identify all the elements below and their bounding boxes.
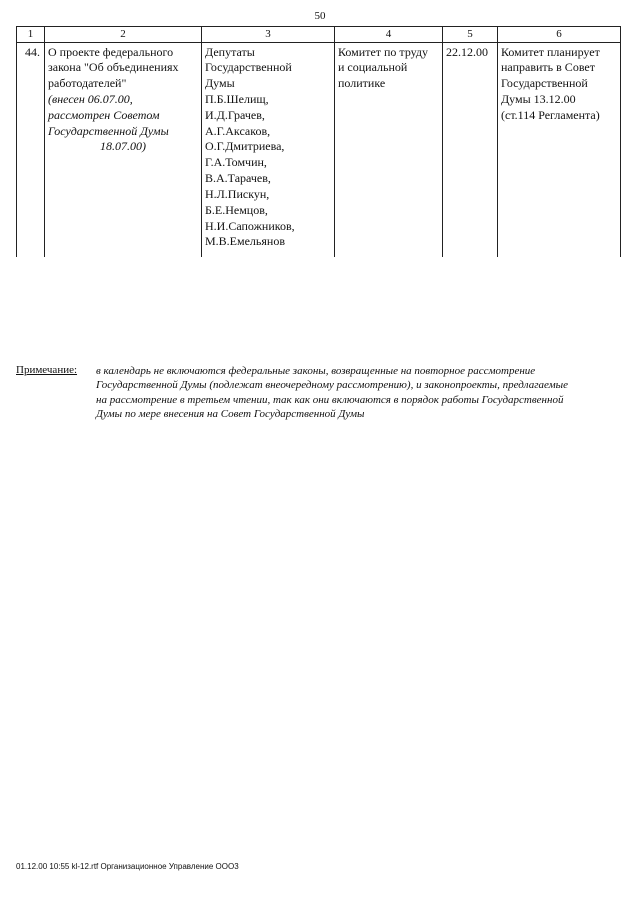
author-line: Н.Л.Пискун, (205, 186, 270, 201)
note-line: на рассмотрение в третьем чтении, так как они включаются в порядок работы Государственной (96, 393, 564, 406)
column-header-4: 4 (335, 27, 443, 43)
author-line: О.Г.Дмитриева, (205, 139, 285, 154)
row-number: 44. (17, 42, 45, 257)
decision-line: направить в Совет (501, 60, 595, 75)
bill-note-line: рассмотрен Советом (48, 107, 160, 122)
decision-line: Думы 13.12.00 (501, 92, 576, 106)
authors-cell (202, 42, 335, 257)
column-header-2: 2 (45, 27, 202, 43)
bill-title-line: закона "Об объединениях (48, 60, 179, 75)
author-line: В.А.Тарачев, (205, 171, 271, 186)
bill-title-cell (45, 42, 202, 257)
author-line: П.Б.Шелищ, (205, 92, 269, 106)
committee-line: и социальной (338, 60, 408, 75)
column-header-3: 3 (202, 27, 335, 43)
column-header-6: 6 (498, 27, 621, 43)
bill-title-line: работодателей" (48, 76, 127, 91)
decision-cell (498, 42, 621, 257)
decision-line: Комитет планирует (501, 44, 600, 59)
column-header-1: 1 (17, 27, 45, 43)
footer-text: 01.12.00 10:55 kl-12.rtf Организационное Управление ООО3 (16, 862, 239, 871)
author-line: А.Г.Аксаков, (205, 123, 271, 138)
calendar-table (16, 26, 621, 257)
note-line: в календарь не включаются федеральные законы, возвращенные на повторное рассмотрение (96, 365, 536, 377)
decision-line: Государственной (501, 76, 588, 91)
author-line: Н.И.Сапожников, (205, 218, 295, 233)
note-text (96, 364, 620, 421)
author-line: Думы (205, 76, 235, 91)
committee-line: Комитет по труду (338, 44, 429, 59)
author-line: Б.Е.Немцов, (205, 202, 268, 217)
bill-note-line: Государственной Думы (48, 123, 169, 138)
author-line: Г.А.Томчин, (205, 155, 267, 170)
committee-line: политике (338, 76, 386, 91)
note-line: Государственной Думы (подлежат внеочередному рассмотрению), и законопроекты, предлагаемые (96, 379, 568, 392)
page-number: 50 (314, 10, 326, 22)
author-line: Государственной (205, 60, 292, 75)
date-cell: 22.12.00 (443, 42, 498, 257)
decision-line: (ст.114 Регламента) (501, 107, 600, 122)
table-row (17, 42, 621, 257)
committee-cell (335, 42, 443, 257)
note-label: Примечание: (16, 364, 78, 376)
author-line: И.Д.Грачев, (205, 107, 265, 122)
author-line: Депутаты (205, 44, 255, 59)
note-line: Думы по мере внесения на Совет Государственной Думы (96, 407, 365, 420)
author-line: М.В.Емельянов (205, 234, 285, 249)
bill-note-line: (внесен 06.07.00, (48, 92, 133, 106)
bill-note-line: 18.07.00) (100, 139, 146, 154)
bill-title-line: О проекте федерального (48, 44, 174, 59)
table-header-row (17, 27, 621, 43)
column-header-5: 5 (443, 27, 498, 43)
